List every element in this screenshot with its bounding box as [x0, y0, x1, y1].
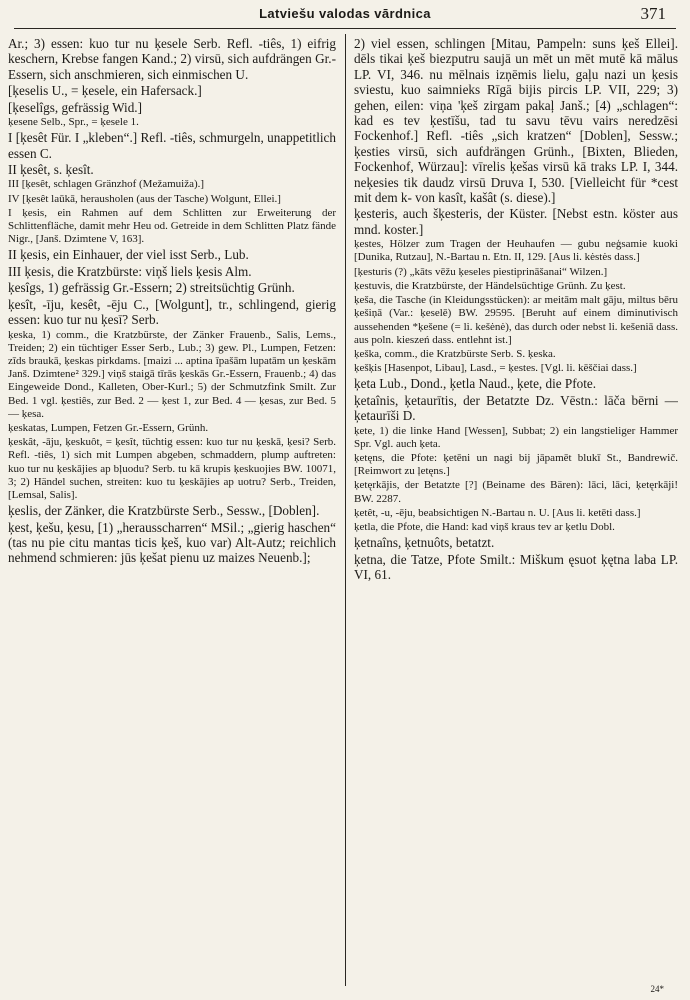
page-header [14, 4, 676, 29]
column-divider [345, 34, 346, 986]
dictionary-entry: Ar.; 3) essen: kuo tur nu ķesele Serb. Refl. -tiês, 1) eifrig keschern, Krebse fangen Kand.; 2) virsū, sich aufdrängen Gr.-Essern, sich anschmieren, sich einmischen U. [8, 36, 336, 82]
dictionary-entry: ķeslis, der Zänker, die Kratzbürste Serb., Sessw., [Doblen]. [8, 503, 320, 519]
dictionary-entry: ķetla, die Pfote, die Hand: kad viņš kraus tev ar ķetlu Dobl. [354, 520, 615, 533]
running-title: Latviešu valodas vārdnica [259, 6, 431, 21]
dictionary-entry: ķešķis [Hasenpot, Libau], Lasd., = ķestes. [Vgl. li. kēščiai dass.] [354, 362, 637, 375]
dictionary-entry: ķestuvis, die Kratzbürste, der Händelsüchtige Grünh. Zu ķest. [354, 279, 626, 292]
dictionary-entry: III [ķesêt, schlagen Gränzhof (Mežamuiža).] [8, 178, 205, 191]
dictionary-entry: II ķesis, ein Einhauer, der viel isst Serb., Lub. [8, 247, 249, 263]
dictionary-entry: [ķesturis (?) „kāts vēžu ķeseles piestiprināšanai“ Wilzen.] [354, 265, 608, 278]
signature-mark: 24* [650, 984, 664, 994]
dictionary-entry: IV [ķesêt laūkā, herausholen (aus der Tasche) Wolgunt, Ellei.] [8, 192, 281, 205]
dictionary-entry: ķeška, comm., die Kratzbürste Serb. S. ķeska. [354, 347, 556, 360]
dictionary-entry: ķesene Selb., Spr., = ķesele 1. [8, 116, 139, 129]
dictionary-entry: 2) viel essen, schlingen [Mitau, Pampeln: suns ķeš Ellei]. dēls tikai ķeš biezputru saujā un mēt un mēt mutē kā mālus LP. VI, 346. nu mēlnais izņēmis lielu, gaļu nazi un ķesis sviestu, kuo saimnieks Rīgā bijis pircis LP. VII, 229; 3) gehen, eilen: viņa 'ķeš zirgam pakaļ Janš.; [4) „schlagen“: kad es tev ķestīšu, tad tu savu tēvu vairs neredzēsi Fockenhof.] Refl. -tiês „sich kratzen“ [Doblen], Sessw.; ķesties virsū, sich aufdrängen Grünh., [Bixten, Blieden, Fockenhof, Würzau]: vīrelis ķešas virsū kā traks LP. I, 344. neķesies tik daudz virsū Druva I, 530. [Vielleicht für *cest mit dem k- von kasît, kašât (s. diese).] [354, 36, 678, 206]
dictionary-entry: [ķeselis U., = ķesele, ein Hafersack.] [8, 83, 202, 99]
dictionary-entry: [ķeselîgs, gefrässig Wid.] [8, 99, 142, 115]
dictionary-entry: II ķesêt, s. ķesît. [8, 162, 94, 178]
left-column [8, 36, 336, 988]
dictionary-entry: ķestes, Hölzer zum Tragen der Heuhaufen — gubu neģsamie kuoki [Dunika, Rutzau], N.-Bartau n. Etn. II, 129. [Aus li. kėstės dass.] [354, 238, 678, 264]
dictionary-entry: III ķesis, die Kratzbürste: viņš liels ķesis Alm. [8, 263, 252, 279]
dictionary-entry: ķeta Lub., Dond., ķetla Naud., ķete, die Pfote. [354, 376, 597, 392]
dictionary-entry: ķetna, die Tatze, Pfote Smilt.: Miškum ęsuot ķętna laba LP. VI, 61. [354, 551, 678, 582]
dictionary-entry: ķetêt, -u, -ēju, beabsichtigen N.-Bartau n. U. [Aus li. ketēti dass.] [354, 506, 641, 519]
right-column [354, 36, 678, 988]
dictionary-entry: ķetęrkājis, der Betatzte [?] (Beiname des Bären): lāci, lāci, ķetęrkāji! BW. 2287. [354, 479, 678, 505]
dictionary-entry: ķeskât, -āju, ķeskuôt, = ķesît, tüchtig essen: kuo tur nu ķeskā, ķesi? Serb. Refl. -tiês, 1) sich mit Lumpen abgeben, schmaddern, plump auftreten: kuo tur nu ķeskājies ap bļuodu? Serb. tu kā krupis ķeskuojies BW. 10071, 3; 2) Händel suchen, streiten: kuo tu ķeskājies ap uotru? Serb., Treiden, [Lemsal, Salis]. [8, 436, 336, 501]
dictionary-entry: ķesîgs, 1) gefrässig Gr.-Essern; 2) streitsüchtig Grünh. [8, 280, 295, 296]
dictionary-entry: I ķesis, ein Rahmen auf dem Schlitten zur Erweiterung der Schlittenfläche, damit mehr Heu od. Getreide in dem Schlitten Platz fände Nigr., [Janš. Dzimtene V, 163]. [8, 206, 336, 246]
dictionary-entry: ķetnaîns, ķetnuôts, betatzt. [354, 535, 495, 551]
dictionary-entry: ķetęns, die Pfote: ķetēni un nagi bij jāpamēt blukī St., Bandrewič. [Reimwort zu ļetęns.] [354, 451, 678, 478]
dictionary-entry: ķeskatas, Lumpen, Fetzen Gr.-Essern, Grünh. [8, 421, 209, 434]
dictionary-entry: ķest, ķešu, ķesu, [1) „herausscharren“ MSil.; „gierig haschen“ (tas nu pie citu mantas ticis ķeš, kuo var) Alt-Autz; reichlich nehmend schmieren: jūs ķešat pienu uz maizes Neuenb.]; [8, 519, 336, 566]
dictionary-entry: ķesît, -īju, kesêt, -ēju C., [Wolgunt], tr., schlingend, gierig essen: kuo tur nu ķesī? Serb. [8, 296, 336, 328]
dictionary-entry: ķesteris, auch šķesteris, der Küster. [Nebst estn. köster aus mnd. koster.] [354, 206, 678, 237]
dictionary-entry: ķetaînis, ķetaurītis, der Betatzte Dz. Vēstn.: lāča bērni — ķetaurīši D. [354, 392, 678, 424]
dictionary-entry: ķete, 1) die linke Hand [Wessen], Subbat; 2) ein langstieliger Hammer Spr. Vgl. auch ķeta. [354, 424, 678, 450]
dictionary-entry: I [ķesêt Für. I „kleben“.] Refl. -tiês, schmurgeln, unappetitlich essen C. [8, 130, 336, 161]
dictionary-entry: ķeska, 1) comm., die Kratzbürste, der Zänker Frauenb., Salis, Lems., Treiden; 2) ein tüchtiger Esser Serb., Lub.; 3) gew. Pl., Lumpen, Fetzen: zīds braukā, ķeskas pirkdams. [maizi ... aptina īpašām lupatām un ķeskām Janš. Dzimtene² 329.] viņš staigā tīrās ķeskās Gr.-Essern, Frauenb.; 4) das Eingeweide Dond., Kalleten, Ober-Kurl.; 5) der Schmutzfink Smilt. Zur Bed. 1 vgl. ķestiês, zur Bed. 2 — ķest 1, zur Bed. 4 — ķesas, zur Bed. 5 — ķesa. [8, 328, 336, 420]
page-number: 371 [640, 4, 666, 23]
dictionary-entry: ķeša, die Tasche (in Kleidungsstücken): ar meitām malt gāju, miltus bēru ķešiņā (Var.: ķeselē) BW. 29595. [Beruht auf einem diminutivisch aussehenden *ķešene (= li. kešėnė), das durch oder nebst li. kešeniā dass. aus poln. kieszeń dass. entlehnt ist.] [354, 294, 678, 346]
